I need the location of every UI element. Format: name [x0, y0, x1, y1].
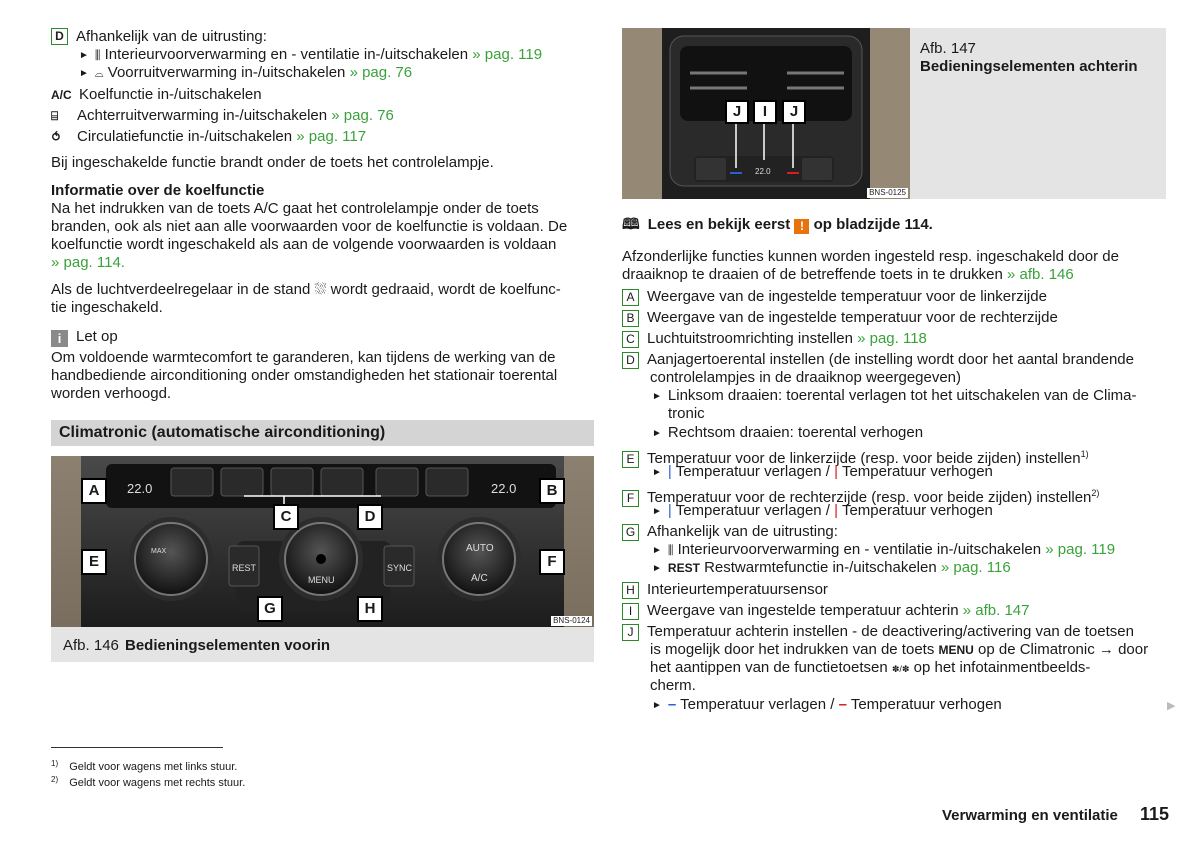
section-heading: Climatronic (automatische airconditioning)	[51, 420, 594, 446]
page-link[interactable]: » pag. 119	[1045, 541, 1116, 558]
callout-i: I	[753, 100, 777, 124]
triangle-bullet-icon: ►	[652, 700, 662, 711]
item-d-sub2-text: Rechtsom draaien: toerental verhogen	[667, 424, 924, 441]
recirculation-icon: ⥀	[51, 130, 62, 144]
caption-title: Bedieningselementen voorin	[125, 637, 331, 654]
sync-button[interactable]: SYNC	[387, 563, 413, 573]
info-line-2: branden, ook als niet aan alle voorwaarden voor de koelfunctie is voldaan. De	[51, 218, 568, 235]
item-i	[622, 602, 1029, 620]
note-line-3: worden verhoogd.	[51, 385, 172, 402]
callout-e: E	[81, 549, 107, 575]
tag-g: G	[622, 524, 639, 541]
rest-icon: REST	[667, 561, 700, 575]
ac-button[interactable]: A/C	[471, 573, 488, 584]
page-number: 115	[1140, 804, 1170, 824]
item-j-sub-text-2: Temperatuur verhogen	[850, 696, 1002, 713]
triangle-bullet-icon: ►	[652, 467, 662, 478]
figure-link[interactable]: » afb. 146	[1007, 266, 1074, 283]
item-d-sub1-cont: tronic	[668, 405, 705, 422]
item-g-sub1-text: Interieurvoorverwarming en - ventilatie in-/uitschakelen	[677, 541, 1042, 558]
tag-d: D	[622, 352, 639, 369]
item-b	[622, 309, 1058, 327]
footnote-ref: 2)	[1091, 488, 1100, 498]
footer-section: Verwarming en ventilatie	[942, 807, 1118, 824]
note-header	[51, 328, 118, 347]
read-first-text-2: op bladzijde 114.	[813, 216, 933, 233]
info-icon: i	[51, 330, 68, 347]
page-link[interactable]: » pag. 114.	[51, 254, 125, 271]
info-heading: Informatie over de koelfunctie	[51, 182, 265, 199]
triangle-bullet-icon: ►	[79, 50, 89, 61]
item-d-sub2	[51, 64, 412, 83]
callout-a: A	[81, 478, 107, 504]
figure-146-caption	[51, 627, 594, 662]
menu-icon: MENU	[938, 643, 974, 657]
footnote-ref: 1)	[1080, 449, 1089, 459]
item-h-text: Interieurtemperatuursensor	[647, 581, 828, 598]
item-ac	[51, 86, 262, 104]
rear-panel-figure	[622, 28, 910, 199]
item-j-line2-text-b: op de Climatronic → door	[978, 641, 1149, 658]
intro-line-2	[622, 266, 1074, 284]
item-circ	[51, 128, 366, 146]
triangle-bullet-icon: ►	[652, 545, 662, 556]
triangle-bullet-icon: ►	[652, 428, 662, 439]
warning-icon: !	[794, 219, 809, 234]
item-a-text: Weergave van de ingestelde temperatuur voor de linkerzijde	[647, 288, 1047, 305]
max-label: MAX	[151, 548, 167, 555]
item-g-sub1	[652, 541, 1115, 560]
tag-f: F	[622, 490, 639, 507]
item-circ-text: Circulatiefunctie in-/uitschakelen	[77, 128, 293, 145]
item-e-sub-text: Temperatuur verlagen /	[675, 463, 835, 480]
windshield-heat-icon: ⌓	[94, 68, 104, 80]
read-first-text: Lees en bekijk eerst	[647, 216, 791, 233]
item-d-text: Aanjagertoerental instellen (de instelling wordt door het aantal brandende	[647, 351, 1134, 368]
rear-temp-display: 22.0	[755, 167, 771, 176]
item-h	[622, 581, 828, 599]
footnote-divider	[51, 747, 223, 748]
item-j-line2-text: is mogelijk door het indrukken van de toets	[650, 641, 935, 658]
page-link[interactable]: » pag. 116	[940, 559, 1011, 576]
item-d	[51, 28, 267, 46]
callout-f: F	[539, 549, 565, 575]
item-d-sub2-text: Voorruitverwarming in-/uitschakelen	[107, 64, 346, 81]
seat-heat-icon: ⫼	[667, 543, 674, 557]
tag-i: I	[622, 603, 639, 620]
item-d-sub2	[652, 424, 923, 443]
dist-line-1: Als de luchtverdeelregelaar in de stand ⛆ wordt gedraaid, wordt de koelfunc-	[51, 281, 561, 298]
note-line-2: handbediende airconditioning onder omstandigheden het stationair toerental	[51, 367, 558, 384]
item-j-text: Temperatuur achterin instellen - de deactivering/activering van de toetsen	[647, 623, 1134, 640]
menu-button[interactable]: MENU	[308, 575, 335, 585]
red-bar-icon: |	[834, 502, 839, 519]
triangle-bullet-icon: ►	[652, 391, 662, 402]
item-d-text-cont: controlelampjes in de draaiknop weergegeven)	[650, 369, 962, 386]
page-link[interactable]: » pag. 119	[472, 46, 543, 63]
blue-bar-icon: |	[667, 463, 672, 480]
callout-j-left: J	[725, 100, 749, 124]
callout-g: G	[257, 596, 283, 622]
item-b-text: Weergave van de ingestelde temperatuur voor de rechterzijde	[647, 309, 1058, 326]
front-panel-figure	[51, 456, 594, 627]
triangle-bullet-icon: ►	[79, 68, 89, 79]
left-temp-display: 22.0	[127, 481, 153, 496]
triangle-bullet-icon: ►	[652, 506, 662, 517]
item-d-sub1-text: Interieurvoorverwarming en - ventilatie in-/uitschakelen	[104, 46, 469, 63]
tag-h: H	[622, 582, 639, 599]
blue-dash-icon: –	[667, 696, 677, 713]
item-j	[622, 623, 1134, 641]
book-icon: 🕮	[622, 216, 640, 233]
callout-h: H	[357, 596, 383, 622]
item-f-sub	[652, 502, 993, 521]
item-g-text: Afhankelijk van de uitrusting:	[647, 523, 838, 540]
page-link[interactable]: » pag. 117	[296, 128, 367, 145]
item-e-sub	[652, 463, 993, 482]
rest-button[interactable]: REST	[232, 563, 257, 573]
caption-number: Afb. 147	[920, 40, 976, 57]
page-link[interactable]: » pag. 76	[349, 64, 413, 81]
item-c-text: Luchtuitstroomrichting instellen	[647, 330, 853, 347]
figure-ref-label: BNS-0124	[553, 616, 590, 625]
footnote-text: Geldt voor wagens met rechts stuur.	[69, 777, 246, 789]
item-f-text: Temperatuur voor de rechterzijde (resp. voor beide zijden) instellen	[647, 489, 1092, 506]
seat-heat-icon: ⫼	[94, 48, 101, 62]
figure-link[interactable]: » afb. 147	[962, 602, 1030, 619]
tag-c: C	[622, 331, 639, 348]
footnote-2	[51, 773, 245, 790]
red-bar-icon: |	[834, 463, 839, 480]
rear-temp-keys-icon: ✽/✽	[891, 664, 910, 674]
blue-bar-icon: |	[667, 502, 672, 519]
right-temp-display: 22.0	[491, 481, 517, 496]
intro-line-1: Afzonderlijke functies kunnen worden ingesteld resp. ingeschakeld door de	[622, 248, 1119, 265]
tag-e: E	[622, 451, 639, 468]
item-d-sub1-text: Linksom draaien: toerental verlagen tot het uitschakelen van de Clima-	[667, 387, 1137, 404]
callout-d: D	[357, 504, 383, 530]
item-a	[622, 288, 1047, 306]
item-i-text: Weergave van ingestelde temperatuur achterin	[647, 602, 959, 619]
item-j-line4: cherm.	[650, 677, 696, 694]
red-dash-icon: –	[838, 696, 847, 713]
item-j-sub	[652, 696, 1002, 715]
tag-a: A	[622, 289, 639, 306]
item-d-sub1	[652, 387, 1137, 406]
page-link[interactable]: » pag. 118	[857, 330, 927, 347]
item-j-line2	[650, 641, 1148, 659]
figure-ref-label: BNS-0125	[869, 188, 906, 197]
note-title: Let op	[76, 328, 118, 345]
item-j-sub-text: Temperatuur verlagen /	[680, 696, 839, 713]
item-d-text: Afhankelijk van de uitrusting:	[76, 28, 267, 45]
rear-window-heat-icon: ⌸	[51, 109, 59, 123]
callout-c: C	[273, 504, 299, 530]
item-rear	[51, 107, 394, 125]
item-g-sub2-text: Restwarmtefunctie in-/uitschakelen	[704, 559, 937, 576]
info-line-3: koelfunctie wordt ingeschakeld als aan de volgende voorwaarden is voldaan	[51, 236, 557, 253]
footnote-num: 2)	[51, 775, 59, 784]
note-line-1: Om voldoende warmtecomfort te garanderen, kan tijdens de werking van de	[51, 349, 556, 366]
triangle-bullet-icon: ►	[652, 563, 662, 574]
item-g	[622, 523, 838, 541]
ac-icon: A/C	[51, 88, 72, 102]
footnote-text: Geldt voor wagens met links stuur.	[69, 761, 238, 773]
item-ac-text: Koelfunctie in-/uitschakelen	[79, 86, 262, 103]
item-d-right	[622, 351, 1134, 369]
item-c	[622, 330, 927, 348]
figure-147-caption	[910, 28, 1166, 199]
item-rear-text: Achterruitverwarming in-/uitschakelen	[77, 107, 328, 124]
item-d-sub1	[51, 46, 542, 65]
callout-b: B	[539, 478, 565, 504]
item-f-sub-text-2: Temperatuur verhogen	[841, 502, 993, 519]
auto-button[interactable]: AUTO	[466, 543, 494, 554]
tag-b: B	[622, 310, 639, 327]
item-e-sub-text-2: Temperatuur verhogen	[841, 463, 993, 480]
info-line-1: Na het indrukken van de toets A/C gaat het controlelampje onder de toets	[51, 200, 539, 217]
caption-number: Afb. 146	[63, 637, 119, 654]
page-link[interactable]: » pag. 76	[331, 107, 394, 124]
dist-line-2: tie ingeschakeld.	[51, 299, 163, 316]
intro-line-2-text: draaiknop te draaien of de betreffende toets in te drukken	[622, 266, 1003, 283]
footnote-num: 1)	[51, 759, 59, 768]
lamp-paragraph: Bij ingeschakelde functie brandt onder de toets het controlelampje.	[51, 154, 494, 171]
item-e-text: Temperatuur voor de linkerzijde (resp. voor beide zijden) instellen	[647, 450, 1081, 467]
item-g-sub2	[652, 559, 1011, 578]
tag-j: J	[622, 624, 639, 641]
footnote-1	[51, 757, 237, 774]
caption-title: Bedieningselementen achterin	[920, 58, 1138, 75]
tag-d: D	[51, 28, 68, 45]
item-f-sub-text: Temperatuur verlagen /	[675, 502, 835, 519]
continue-arrow-icon: ▶	[1167, 700, 1176, 712]
item-j-line3	[650, 659, 1090, 678]
item-j-line3-text-b: op het infotainmentbeelds-	[913, 659, 1091, 676]
callout-j-right: J	[782, 100, 806, 124]
item-j-line3-text: het aantippen van de functietoetsen	[650, 659, 888, 676]
read-first-line	[622, 216, 933, 234]
